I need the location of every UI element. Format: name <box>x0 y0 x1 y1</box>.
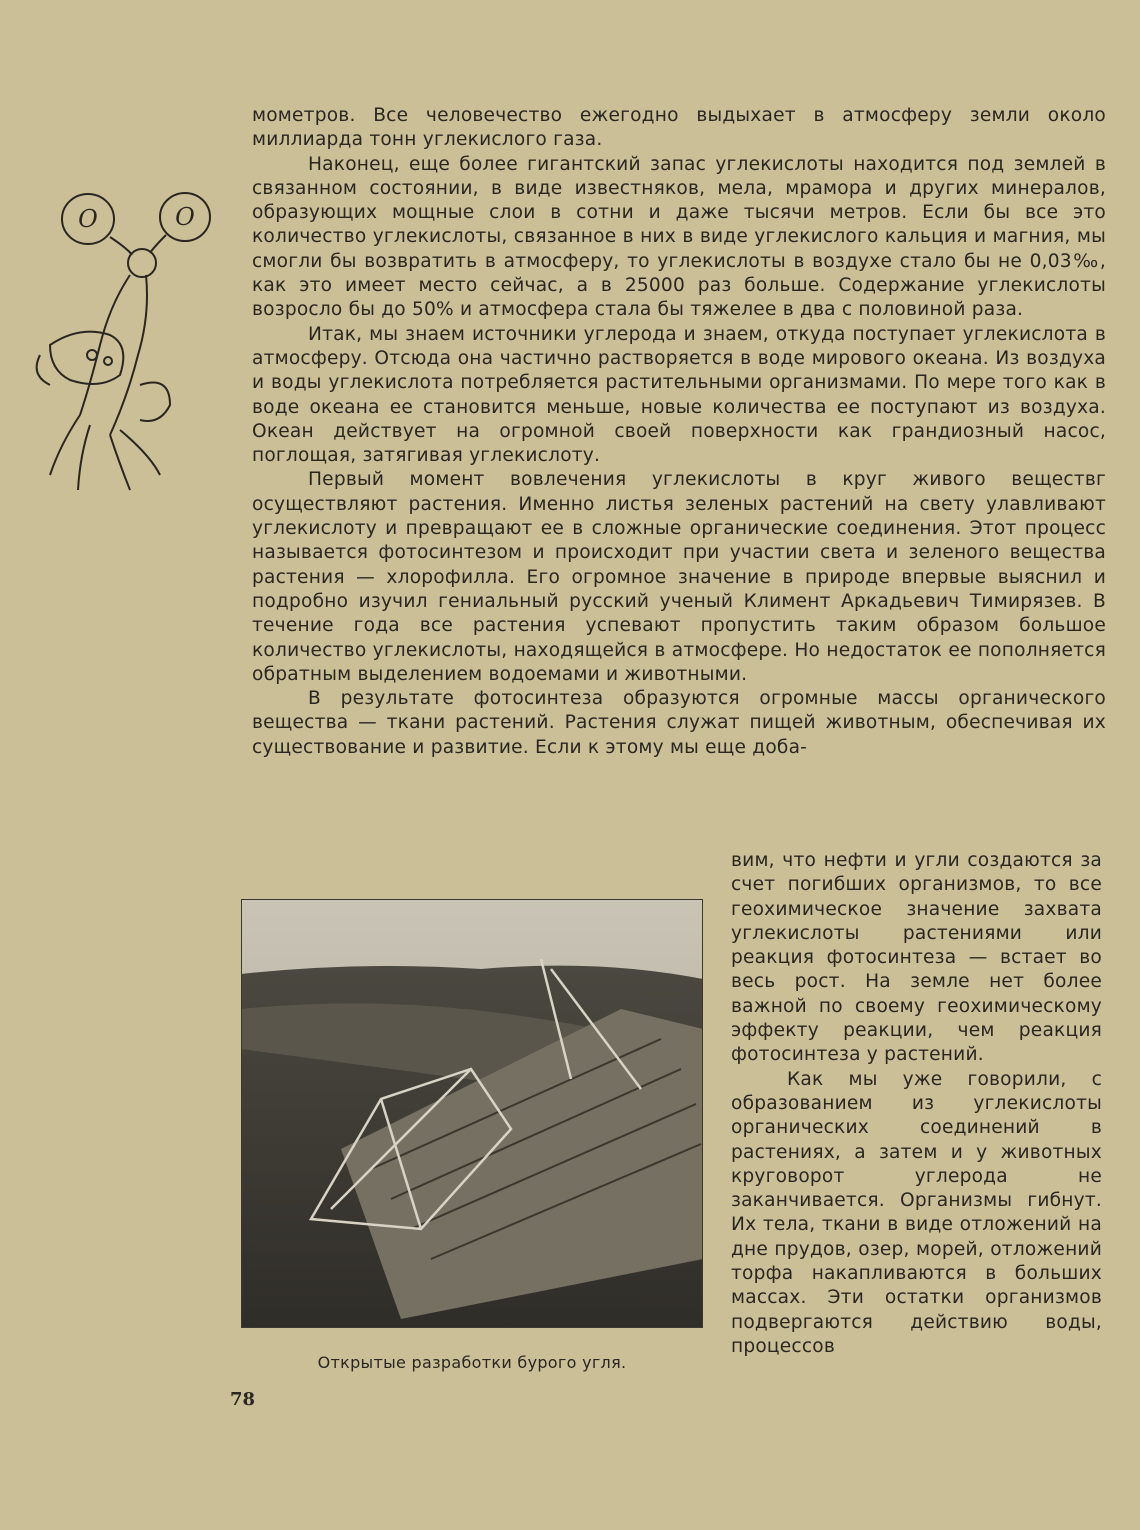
paragraph-7: Как мы уже говорили, с образованием из углекислоты органических соединений в растениях, а затем и у животных круговорот углерода не заканчивается. Организмы гибнут. Их тела, ткани в виде отложений на дне прудов, озер, морей, отложений торфа накапливаются в больших массах. Эти остатки организмов подвергаются действию воды, процессов <box>731 1068 1102 1357</box>
paragraph-5: В результате фотосинтеза образуются огромные массы органического вещества — ткани растений. Растения служат пищей животным, обеспечивая их существование и развитие. Если к этому мы еще доба- <box>252 688 1106 758</box>
coal-mine-photo <box>241 899 703 1328</box>
page-number: 78 <box>230 1389 256 1410</box>
paragraph-3: Итак, мы знаем источники углерода и знаем, откуда поступает углекислота в атмосферу. Отсюда она частично растворяется в воде мирового океана. Из воздуха и воды углекислота потребляется растительными организмами. По мере того как в воде океана ее становится меньше, новые количества ее поступают из воздуха. Океан действует на огромной своей поверхности как грандиозный насос, поглощая, затягивая углекислоту. <box>252 323 1106 467</box>
paragraph-2: Наконец, еще более гигантский запас углекислоты находится под землей в связанном состоянии, в виде известняков, мела, мрамора и других минералов, образующих мощные слои в сотни и даже тысячи метров. Если бы все это количество углекислоты, связанное в них в виде углекислого кальция и магния, мы смогли бы возвратить в атмосферу, то углекислоты в воздухе стало бы не 0,03‰, как это имеет место сейчас, а в 25000 раз больше. Содержание углекислоты возросло бы до 50% и атмосфера стала бы тяжелее в два с половиной раза. <box>252 153 1106 321</box>
right-text-column <box>731 849 1102 1359</box>
paragraph-4: Первый момент вовлечения углекислоты в круг живого веществг осуществляют растения. Именно листья зеленых растений на свету улавливают углекислоту и превращают ее в сложные органические соединения. Этот процесс называется фотосинтезом и происходит при участии света и зеленого вещества растения — хлорофилла. Его огромное значение в природе впервые выяснил и подробно изучил гениальный русский ученый Климент Аркадьевич Тимирязев. В течение года все растения успевают пропустить таким образом большое количество углекислоты, находящейся в атмосфере. Но недостаток ее пополняется обратным выделением водоемами и животными. <box>252 469 1106 685</box>
paragraph-6: вим, что нефти и угли создаются за счет погибших организмов, то все геохимическое значение захвата углекислоты растениями или реакция фотосинтеза — встает во весь рост. На земле нет более важной по своему геохимическому эффекту реакции, чем реакция фотосинтеза у растений. <box>731 850 1102 1066</box>
paragraph-1: мометров. Все человечество ежегодно выдыхает в атмосферу земли около миллиарда тонн углекислого газа. <box>252 105 1106 151</box>
decorative-sketch-illustration <box>20 175 218 505</box>
bubble-left-letter: O <box>78 205 98 233</box>
bubble-right-letter: O <box>175 203 195 231</box>
main-text-column <box>252 104 1106 760</box>
photo-caption: Открытые разработки бурого угля. <box>317 1353 627 1372</box>
